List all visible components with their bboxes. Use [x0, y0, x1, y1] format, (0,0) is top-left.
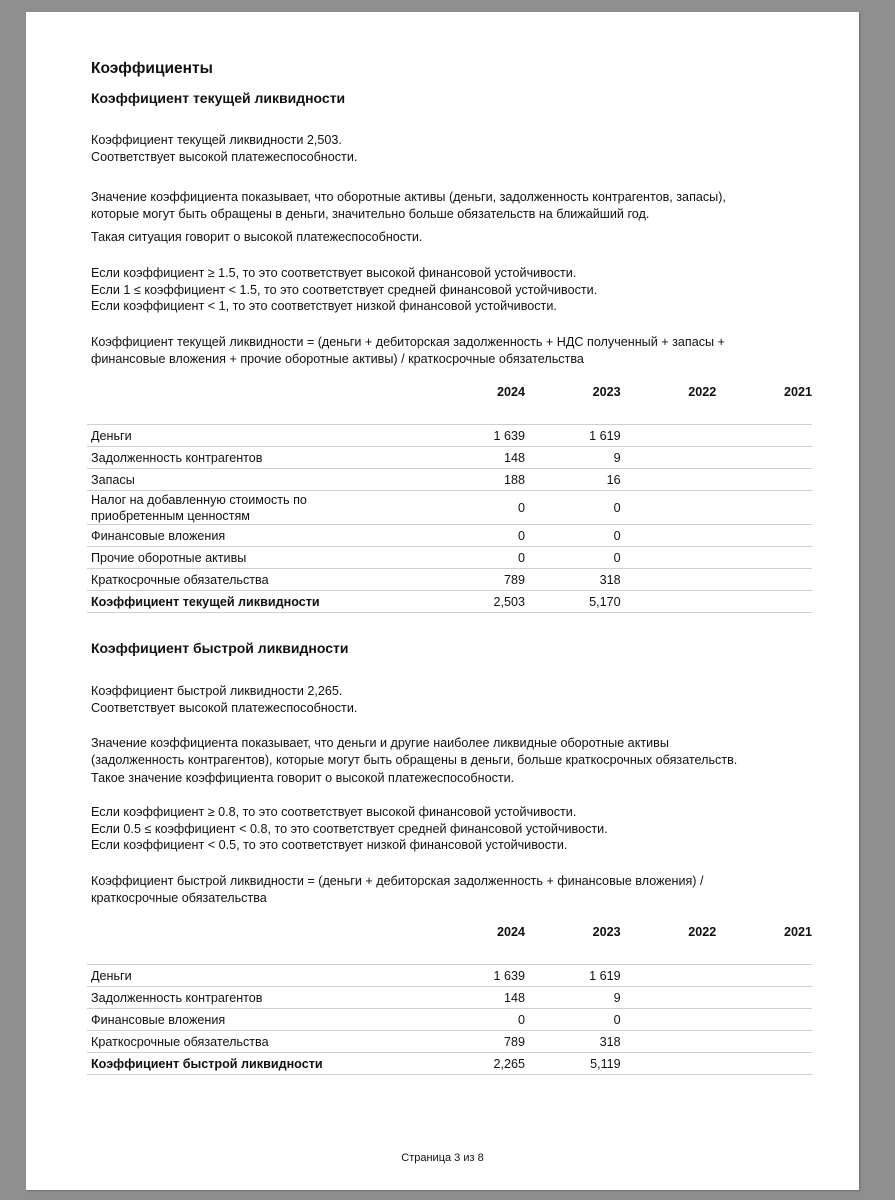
row-label: Краткосрочные обязательства — [87, 569, 429, 591]
header-year: 2023 — [592, 925, 621, 939]
cell-value — [716, 447, 812, 469]
cell-value: 9 — [525, 987, 621, 1009]
row-label: Финансовые вложения — [87, 525, 429, 547]
cell-value: 0 — [429, 1009, 525, 1031]
row-label-line: приобретенным ценностям — [91, 508, 250, 523]
cell-value — [621, 591, 717, 613]
cell-value — [621, 491, 717, 525]
quick-formula — [91, 873, 704, 906]
cell-value: 9 — [525, 447, 621, 469]
cell-value — [621, 987, 717, 1009]
cell-value — [621, 1009, 717, 1031]
table-row — [87, 1009, 812, 1031]
cell-value: 789 — [429, 569, 525, 591]
table-header-row — [87, 381, 812, 403]
document-page — [26, 12, 859, 1190]
threshold-line: Если 1 ≤ коэффициент < 1.5, то это соответствует средней финансовой устойчивости. — [91, 282, 598, 297]
table-header-row — [87, 921, 812, 943]
cell-value: 188 — [429, 469, 525, 491]
cell-value — [716, 591, 812, 613]
cell-value — [716, 965, 812, 987]
cell-value: 0 — [429, 525, 525, 547]
cell-value — [716, 525, 812, 547]
cell-value: 0 — [525, 547, 621, 569]
row-label: Коэффициент быстрой ликвидности — [87, 1053, 429, 1075]
current-explanation — [91, 189, 726, 222]
threshold-line: Если 0.5 ≤ коэффициент < 0.8, то это соответствует средней финансовой устойчивости. — [91, 821, 608, 836]
summary-line: Соответствует высокой платежеспособности. — [91, 149, 358, 164]
quick-ratio-table — [87, 921, 812, 1075]
cell-value: 148 — [429, 447, 525, 469]
threshold-line: Если коэффициент < 1, то это соответствует низкой финансовой устойчивости. — [91, 299, 557, 313]
cell-value — [716, 547, 812, 569]
table-total-row — [87, 1053, 812, 1075]
table-row — [87, 1031, 812, 1053]
explanation-line: (задолженность контрагентов), которые могут быть обращены в деньги, больше краткосрочных обязательств. — [91, 752, 738, 767]
cell-value: 0 — [429, 547, 525, 569]
cell-value: 148 — [429, 987, 525, 1009]
summary-line: Коэффициент текущей ликвидности 2,503. — [91, 133, 342, 147]
table-row — [87, 987, 812, 1009]
cell-value: 1 619 — [525, 425, 621, 447]
cell-value — [621, 569, 717, 591]
summary-line: Соответствует высокой платежеспособности. — [91, 700, 358, 715]
quick-thresholds — [91, 804, 608, 854]
cell-value: 318 — [525, 1031, 621, 1053]
row-label: Коэффициент текущей ликвидности — [87, 591, 429, 613]
cell-value — [716, 1053, 812, 1075]
row-label: Задолженность контрагентов — [87, 987, 429, 1009]
current-summary — [91, 132, 357, 165]
current-conclusion: Такая ситуация говорит о высокой платежеспособности. — [91, 230, 423, 244]
section-heading-current-ratio: Коэффициент текущей ликвидности — [91, 90, 346, 106]
spacer-row — [87, 943, 812, 965]
table-row — [87, 425, 812, 447]
row-label: Задолженность контрагентов — [87, 447, 429, 469]
table-row — [87, 965, 812, 987]
header-year: 2022 — [688, 925, 717, 939]
cell-value: 0 — [525, 1009, 621, 1031]
table-row — [87, 469, 812, 491]
header-year: 2024 — [496, 925, 526, 939]
explanation-line: Значение коэффициента показывает, что оборотные активы (деньги, задолженность контрагентов, запасы), — [91, 190, 726, 204]
header-label — [87, 381, 429, 403]
section-heading-quick-ratio: Коэффициент быстрой ликвидности — [91, 640, 349, 656]
cell-value: 5,119 — [525, 1053, 621, 1075]
cell-value — [716, 987, 812, 1009]
cell-value — [716, 1031, 812, 1053]
current-formula — [91, 334, 725, 367]
current-ratio-table — [87, 381, 812, 613]
cell-value — [621, 965, 717, 987]
row-label: Запасы — [87, 469, 429, 491]
row-label: Прочие оборотные активы — [87, 547, 429, 569]
row-label: Деньги — [87, 425, 429, 447]
threshold-line: Если коэффициент ≥ 0.8, то это соответствует высокой финансовой устойчивости. — [91, 805, 577, 819]
cell-value — [621, 447, 717, 469]
cell-value — [621, 525, 717, 547]
table-row — [87, 491, 812, 525]
cell-value — [621, 425, 717, 447]
threshold-line: Если коэффициент ≥ 1.5, то это соответствует высокой финансовой устойчивости. — [91, 266, 577, 280]
spacer — [87, 403, 812, 425]
cell-value: 318 — [525, 569, 621, 591]
row-label: Финансовые вложения — [87, 1009, 429, 1031]
formula-line: Коэффициент текущей ликвидности = (деньги + дебиторская задолженность + НДС полученный + запасы + — [91, 335, 725, 349]
cell-value: 5,170 — [525, 591, 621, 613]
page-number-footer: Страница 3 из 8 — [401, 1152, 484, 1164]
row-label-line: Налог на добавленную стоимость по — [91, 492, 307, 507]
formula-line: краткосрочные обязательства — [91, 890, 267, 905]
cell-value — [716, 469, 812, 491]
row-label — [87, 491, 429, 525]
table-total-row — [87, 591, 812, 613]
cell-value: 2,503 — [429, 591, 525, 613]
header-year: 2022 — [688, 385, 717, 399]
quick-summary — [91, 683, 357, 716]
header-label — [87, 921, 429, 943]
cell-value — [621, 547, 717, 569]
table-row — [87, 547, 812, 569]
page-title: Коэффициенты — [91, 60, 213, 77]
cell-value — [621, 469, 717, 491]
cell-value — [716, 569, 812, 591]
cell-value: 0 — [429, 491, 525, 525]
table-row — [87, 569, 812, 591]
table-row — [87, 447, 812, 469]
cell-value: 2,265 — [429, 1053, 525, 1075]
header-year: 2024 — [496, 385, 526, 399]
header-year: 2023 — [592, 385, 621, 399]
cell-value — [716, 1009, 812, 1031]
header-year: 2021 — [783, 925, 812, 939]
explanation-line: Значение коэффициента показывает, что деньги и другие наиболее ликвидные оборотные активы — [91, 736, 669, 750]
quick-explanation — [91, 735, 737, 787]
cell-value: 1 619 — [525, 965, 621, 987]
cell-value: 16 — [525, 469, 621, 491]
cell-value — [716, 491, 812, 525]
explanation-line: Такое значение коэффициента говорит о высокой платежеспособности. — [91, 771, 515, 785]
table-row — [87, 525, 812, 547]
row-label: Краткосрочные обязательства — [87, 1031, 429, 1053]
cell-value — [621, 1053, 717, 1075]
header-year: 2021 — [783, 385, 812, 399]
cell-value — [621, 1031, 717, 1053]
cell-value: 789 — [429, 1031, 525, 1053]
summary-line: Коэффициент быстрой ликвидности 2,265. — [91, 684, 343, 698]
row-label: Деньги — [87, 965, 429, 987]
cell-value — [716, 425, 812, 447]
cell-value: 1 639 — [429, 425, 525, 447]
spacer-row — [87, 403, 812, 425]
formula-line: финансовые вложения + прочие оборотные активы) / краткосрочные обязательства — [91, 351, 584, 366]
threshold-line: Если коэффициент < 0.5, то это соответствует низкой финансовой устойчивости. — [91, 838, 568, 852]
formula-line: Коэффициент быстрой ликвидности = (деньги + дебиторская задолженность + финансовые вложения) / — [91, 874, 704, 888]
cell-value: 0 — [525, 491, 621, 525]
cell-value: 0 — [525, 525, 621, 547]
explanation-line: которые могут быть обращены в деньги, значительно больше обязательств на ближайший год. — [91, 206, 650, 221]
current-thresholds — [91, 265, 597, 315]
cell-value: 1 639 — [429, 965, 525, 987]
spacer — [87, 943, 812, 965]
